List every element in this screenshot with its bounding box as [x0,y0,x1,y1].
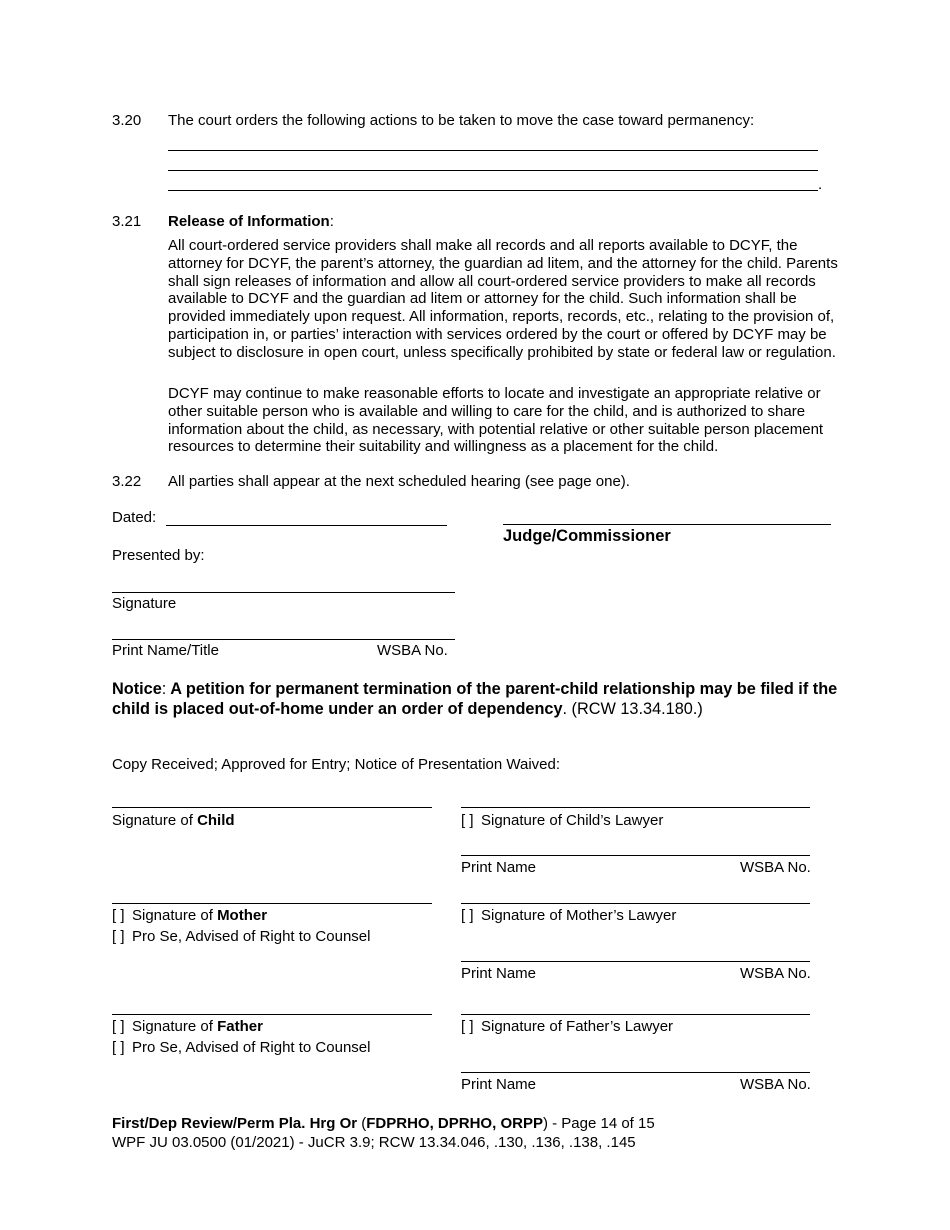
child-signature-line[interactable] [112,807,432,808]
lawyer-signature-text: Signature of Mother’s Lawyer [481,907,677,924]
notice-block [112,679,852,719]
wsba-label: WSBA No. [740,965,811,982]
footer-form-line: WPF JU 03.0500 (01/2021) - JuCR 3.9; RCW 13.34.046, .130, .136, .138, .145 [112,1134,636,1151]
checkbox[interactable]: [ ] [112,928,125,945]
mothers-lawyer-label [461,907,676,924]
signature-of-text: Signature of [112,812,193,829]
release-paragraph-2: DCYF may continue to make reasonable efforts to locate and investigate an appropriate relative or other suitable person who is available and willing to care for the child, and is authorized to share information about the child, as necessary, with potential relative or other suitable person placement resources to determine their suitability and willingness as a placement for the child. [168,385,824,456]
blank-line[interactable] [168,190,818,191]
copy-received-text: Copy Received; Approved for Entry; Notice of Presentation Waived: [112,756,561,773]
mother-pro-se [112,928,370,945]
party-name: Child [197,812,235,829]
notice-text: . (RCW 13.34.180 [562,700,693,718]
notice-label: Notice [112,680,162,698]
heading-text: Release of Information [168,213,330,230]
father-signature-line[interactable] [112,1014,432,1015]
section-number: 3.21 [112,213,142,230]
dated-line[interactable] [166,525,447,526]
section-text: All parties shall appear at the next scheduled hearing (see page one). [168,473,630,490]
mothers-lawyer-print-line[interactable] [461,961,810,962]
footer-page-info: ) - Page 14 of 15 [542,1115,655,1132]
checkbox[interactable]: [ ] [461,812,474,829]
release-paragraph-1: All court-ordered service providers shall make all records and all reports available to DCYF, the attorney for DCYF, the parent’s attorney, the guardian ad litem, and the attorney for the child. Parents shall sign releases of information and allow all court-ordered service providers to make all records available to DCYF and the guardian ad litem or attorney for the child. Such information shall be provided immediately upon request. All information, reports, records, etc., relating to the provision of, participation in, or parties’ interaction with services ordered by the court or offered by DCYF may be subject to disclosure in open court, unless specifically prohibited by state or federal law or regulation. [168,237,838,361]
wsba-label: WSBA No. [377,642,448,659]
blank-line[interactable] [168,170,818,171]
lawyer-signature-text: Signature of Father’s Lawyer [481,1018,674,1035]
section-number: 3.22 [112,473,142,490]
print-name-line[interactable] [112,639,455,640]
party-name: Mother [217,907,268,924]
section-number: 3.20 [112,112,142,129]
section-heading [168,213,334,230]
pro-se-text: Pro Se, Advised of Right to Counsel [132,1039,371,1056]
child-signature-label [112,812,235,829]
judge-signature-line[interactable] [503,524,831,525]
print-name-label: Print Name [461,965,537,982]
judge-label: Judge/Commissioner [503,527,671,545]
notice-text: .) [692,700,703,718]
fathers-lawyer-signature-line[interactable] [461,1014,810,1015]
childs-lawyer-label [461,812,663,829]
mother-signature-label [112,907,267,924]
checkbox[interactable]: [ ] [112,1018,125,1035]
signature-label: Signature [112,595,177,612]
lawyer-signature-text: Signature of Child’s Lawyer [481,812,664,829]
pro-se-text: Pro Se, Advised of Right to Counsel [132,928,371,945]
footer-codes-open: ( [357,1115,367,1132]
checkbox[interactable]: [ ] [461,1018,474,1035]
print-name-label: Print Name [461,1076,537,1093]
checkbox[interactable]: [ ] [112,1039,125,1056]
heading-colon: : [329,213,334,230]
signature-of-text: Signature of [132,1018,213,1035]
presented-by-label: Presented by: [112,547,205,564]
father-pro-se [112,1039,370,1056]
footer-codes: FDPRHO, DPRHO, ORPP [366,1115,543,1132]
fathers-lawyer-label [461,1018,673,1035]
footer-title-bold: First/Dep Review/Perm Pla. Hrg Or [112,1115,358,1132]
notice-colon: : [161,680,167,698]
wsba-label: WSBA No. [740,1076,811,1093]
fathers-lawyer-print-line[interactable] [461,1072,810,1073]
print-name-title-label: Print Name/Title [112,642,219,659]
mothers-lawyer-signature-line[interactable] [461,903,810,904]
wsba-label: WSBA No. [740,859,811,876]
footer-title [112,1115,655,1132]
section-text: The court orders the following actions to be taken to move the case toward permanency: [168,112,755,129]
childs-lawyer-print-line[interactable] [461,855,810,856]
end-period: . [818,176,823,193]
party-name: Father [217,1018,263,1035]
father-signature-label [112,1018,263,1035]
signature-of-text: Signature of [132,907,213,924]
checkbox[interactable]: [ ] [461,907,474,924]
mother-signature-line[interactable] [112,903,432,904]
presenter-signature-line[interactable] [112,592,455,593]
checkbox[interactable]: [ ] [112,907,125,924]
blank-line[interactable] [168,150,818,151]
print-name-label: Print Name [461,859,537,876]
notice-text: A petition for permanent termination of the parent-child relationship may be filed if the child is placed out-of-home under an order of dependency [112,680,838,718]
dated-label: Dated: [112,509,157,526]
childs-lawyer-signature-line[interactable] [461,807,810,808]
